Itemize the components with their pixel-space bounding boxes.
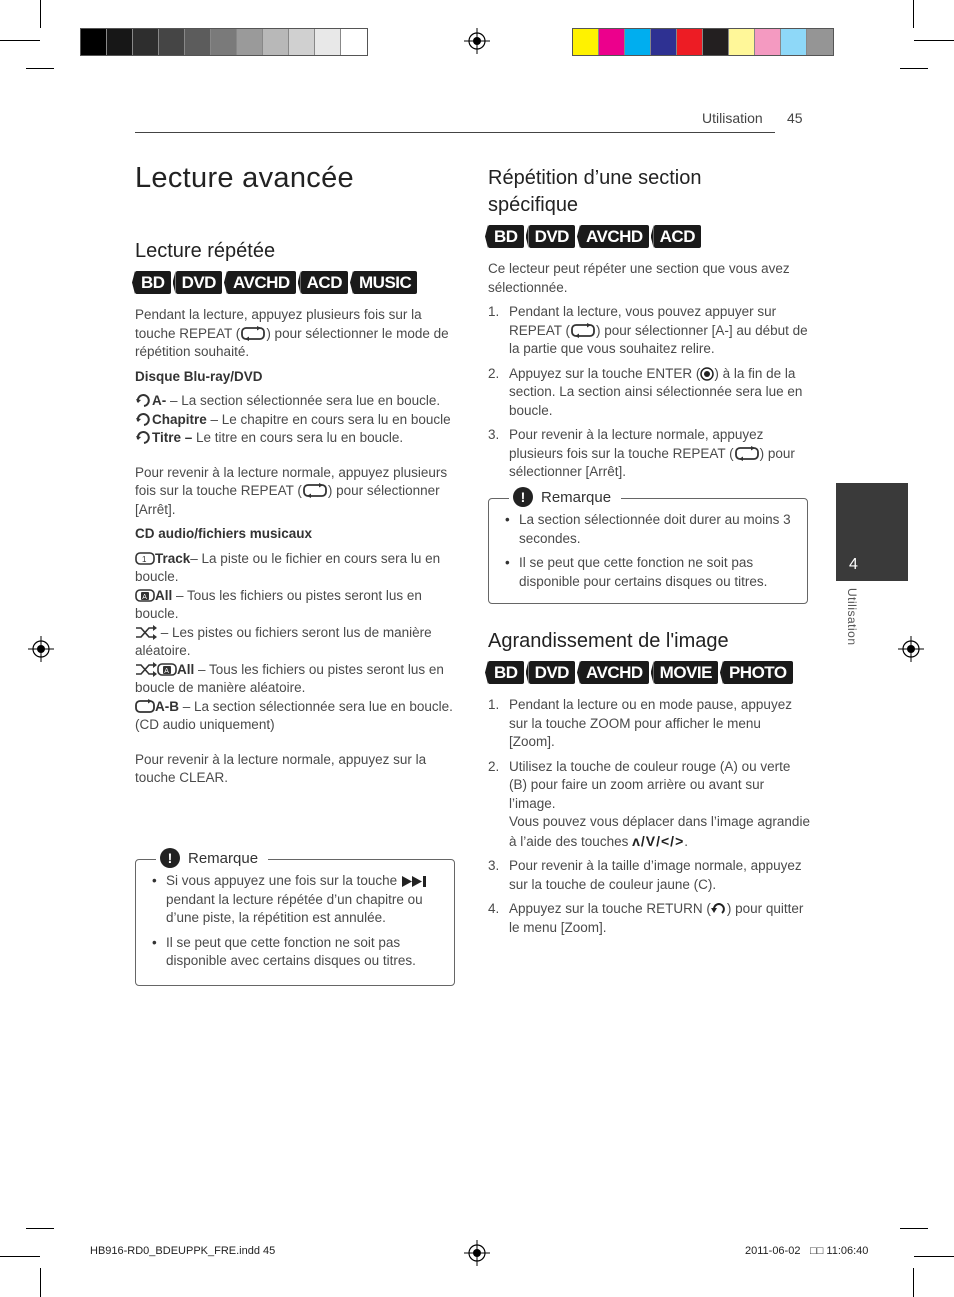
- repeat-icon: [734, 446, 760, 461]
- color-swatch: [807, 29, 833, 55]
- repeat-single-icon: [135, 412, 152, 427]
- header-section-label: Utilisation: [702, 110, 763, 126]
- color-swatch: [573, 29, 599, 55]
- gray-swatch: [159, 29, 185, 55]
- crop-mark: [26, 68, 54, 69]
- crop-mark: [900, 68, 928, 69]
- footer-time: □□ 11:06:40: [807, 1245, 869, 1257]
- list-item: 3. Pour revenir à la taille d’image normale, appuyez sur la touche de couleur jaune (C).: [488, 858, 802, 892]
- badge-photo: PHOTO: [723, 661, 793, 684]
- color-swatch-bar: [572, 28, 834, 56]
- list-item: • Si vous appuyez une fois sur la touche pendant la lecture répétée d’un chapitre ou d’une piste, la répétition est annulée.: [150, 872, 440, 928]
- list-item: A-B – La section sélectionnée sera lue en boucle. (CD audio uniquement): [135, 698, 453, 732]
- color-swatch: [729, 29, 755, 55]
- right-column: [488, 165, 810, 488]
- crop-mark: [40, 0, 41, 28]
- section-repeat-intro: Ce lecteur peut répéter une section que vous avez sélectionnée.: [488, 261, 790, 295]
- shuffle-icon: [135, 662, 157, 677]
- gray-swatch: [211, 29, 237, 55]
- color-swatch: [703, 29, 729, 55]
- gray-swatch: [133, 29, 159, 55]
- registration-mark-icon: [464, 1240, 490, 1266]
- repeat-intro: Pendant la lecture, appuyez plusieurs fois sur la touche REPEAT ( ) pour sélectionner le mode de répétition souhaité.: [135, 307, 449, 359]
- badge-bd: BD: [135, 271, 171, 294]
- color-swatch: [677, 29, 703, 55]
- repeat-ab-icon: [135, 699, 155, 714]
- grayscale-swatch-bar: [80, 28, 368, 56]
- enter-icon: [700, 367, 714, 381]
- list-item: A All – Tous les fichiers ou pistes seront lus en boucle.: [135, 587, 422, 621]
- svg-text:A: A: [142, 593, 147, 601]
- registration-mark-icon: [28, 636, 54, 662]
- list-item: 4. Appuyez sur la touche RETURN ( ) pour quitter le menu [Zoom].: [488, 901, 804, 935]
- crop-mark: [40, 1268, 41, 1297]
- gray-swatch: [185, 29, 211, 55]
- list-item: • La section sélectionnée doit durer au moins 3 secondes.: [503, 511, 793, 548]
- section-title-zoom: Agrandissement de l'image: [488, 630, 729, 652]
- gray-swatch: [341, 29, 367, 55]
- page-title: Lecture avancée: [135, 162, 354, 194]
- list-item: 2. Appuyez sur la touche ENTER ( ) à la fin de la section. La section ainsi sélectionnée sera lue en boucle.: [488, 365, 803, 418]
- list-item: 1. Pendant la lecture, vous pouvez appuyer sur REPEAT ( ) pour sélectionner [A-] au début de la partie que vous souhaitez relire.: [488, 304, 808, 356]
- cd-heading: CD audio/fichiers musicaux: [135, 526, 313, 541]
- crop-mark: [914, 40, 954, 41]
- gray-swatch: [315, 29, 341, 55]
- arrow-keys-icon: ʌ/V/</>: [632, 832, 685, 849]
- list-item: 3. Pour revenir à la lecture normale, appuyez plusieurs fois sur la touche REPEAT ( ) pour sélectionner [Arrêt].: [488, 427, 795, 479]
- badge-avchd: AVCHD: [580, 225, 649, 248]
- header-divider: [135, 132, 775, 133]
- bluray-heading: Disque Blu-ray/DVD: [135, 368, 263, 384]
- repeat-return-text: Pour revenir à la lecture normale, appuyez plusieurs fois sur la touche REPEAT ( ) pour sélectionner [Arrêt].: [135, 464, 448, 517]
- list-item: – Les pistes ou fichiers seront lus de manière aléatoire.: [135, 624, 432, 658]
- clear-text: Pour revenir à la lecture normale, appuyez sur la touche CLEAR.: [135, 751, 427, 785]
- note-title: Remarque: [188, 849, 259, 867]
- color-swatch: [755, 29, 781, 55]
- badge-music: MUSIC: [353, 271, 417, 294]
- gray-swatch: [237, 29, 263, 55]
- gray-swatch: [289, 29, 315, 55]
- zoom-steps: [488, 696, 810, 937]
- list-item: Chapitre – Le chapitre en cours sera lu en boucle: [135, 411, 455, 430]
- gray-swatch: [81, 29, 107, 55]
- skip-next-icon: [401, 875, 429, 888]
- section-title-repeat: Lecture répétée: [135, 240, 276, 262]
- list-item: A All – Tous les fichiers ou pistes seront lus en boucle de manière aléatoire.: [135, 661, 444, 695]
- repeat-icon: [302, 483, 328, 498]
- repeat-single-icon: [135, 393, 152, 408]
- badge-acd: ACD: [654, 225, 701, 248]
- footer-filename: HB916-RD0_BDEUPPK_FRE.indd 45: [90, 1245, 276, 1257]
- repeat-icon: [240, 326, 266, 341]
- disc-type-badges: [135, 271, 455, 294]
- shuffle-icon: [135, 625, 157, 640]
- note-list: [150, 872, 440, 977]
- warning-icon: !: [513, 487, 533, 507]
- registration-mark-icon: [464, 28, 490, 54]
- repeat-all-icon: [135, 588, 155, 603]
- return-icon: [711, 902, 727, 916]
- list-item: • Il se peut que cette fonction ne soit pas disponible pour certains disques ou titres.: [503, 554, 793, 591]
- crop-mark: [26, 1228, 54, 1229]
- repeat-all-icon: [157, 662, 177, 677]
- list-item: Titre – Le titre en cours sera lu en boucle.: [135, 429, 455, 448]
- note-header: [509, 487, 621, 507]
- note-box-left: [135, 849, 455, 986]
- footer-date: 2011-06-02: [745, 1245, 801, 1257]
- chapter-tab: [836, 483, 908, 581]
- color-swatch: [625, 29, 651, 55]
- list-item: 2. Utilisez la touche de couleur rouge (A) ou verte (B) pour faire un zoom arrière ou avant sur l’image. Vous pouvez vous déplacer dans l’image agrandie à l’aide des touches ʌ/V/</>.: [488, 758, 810, 849]
- repeat-track-icon: [135, 551, 155, 566]
- badge-dvd: DVD: [176, 271, 222, 294]
- list-item: • Il se peut que cette fonction ne soit pas disponible avec certains disques ou titres.: [150, 934, 440, 971]
- disc-type-badges: [488, 661, 810, 684]
- disc-type-badges: [488, 225, 810, 248]
- warning-icon: !: [160, 848, 180, 868]
- crop-mark: [914, 1256, 954, 1257]
- badge-dvd: DVD: [529, 661, 575, 684]
- list-item: 1 Track– La piste ou le fichier en cours sera lu en boucle.: [135, 550, 441, 584]
- badge-avchd: AVCHD: [580, 661, 649, 684]
- badge-movie: MOVIE: [654, 661, 718, 684]
- crop-mark: [913, 1268, 914, 1297]
- repeat-single-icon: [135, 430, 152, 445]
- svg-text:1: 1: [142, 554, 147, 564]
- svg-text:A: A: [164, 667, 169, 675]
- zoom-section: [488, 628, 810, 943]
- crop-mark: [900, 1228, 928, 1229]
- gray-swatch: [107, 29, 133, 55]
- color-swatch: [651, 29, 677, 55]
- note-title: Remarque: [541, 488, 612, 506]
- crop-mark: [913, 0, 914, 28]
- section-repeat-steps: [488, 303, 810, 482]
- note-header: [156, 848, 268, 868]
- registration-mark-icon: [898, 636, 924, 662]
- chapter-number: 4: [849, 556, 858, 573]
- color-swatch: [781, 29, 807, 55]
- note-box-right: [488, 488, 808, 604]
- badge-acd: ACD: [301, 271, 348, 294]
- badge-avchd: AVCHD: [227, 271, 296, 294]
- note-list: [503, 511, 793, 597]
- badge-bd: BD: [488, 225, 524, 248]
- section-title-section-repeat: Répétition d’une section spécifique: [488, 167, 702, 216]
- color-swatch: [599, 29, 625, 55]
- badge-bd: BD: [488, 661, 524, 684]
- list-item: A- – La section sélectionnée sera lue en boucle.: [135, 392, 455, 411]
- list-item: 1. Pendant la lecture ou en mode pause, appuyez sur la touche ZOOM pour afficher le menu [Zoom].: [488, 697, 792, 749]
- left-column: [135, 238, 455, 788]
- gray-swatch: [263, 29, 289, 55]
- repeat-icon: [570, 323, 596, 338]
- crop-mark: [0, 1256, 40, 1257]
- badge-dvd: DVD: [529, 225, 575, 248]
- crop-mark: [0, 40, 40, 41]
- chapter-tab-label: Utilisation: [845, 588, 859, 646]
- page-number: 45: [787, 110, 803, 126]
